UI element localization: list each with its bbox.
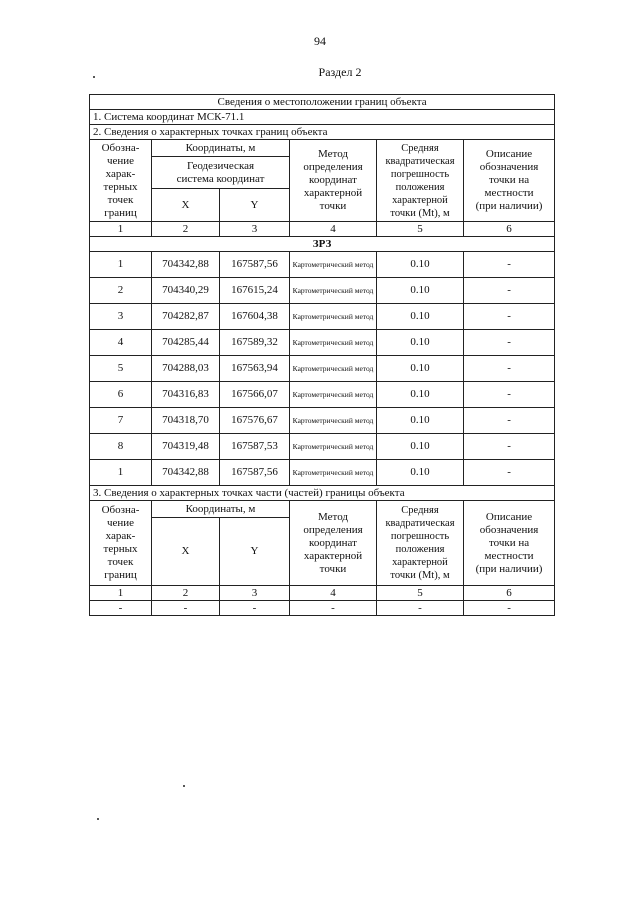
point-number: 7 — [90, 408, 152, 434]
coord-y: 167587,56 — [220, 252, 290, 278]
point-number: 3 — [90, 304, 152, 330]
method-cell — [290, 330, 377, 356]
description-value: - — [464, 356, 555, 382]
method-text: Картометрический метод — [292, 364, 374, 373]
table-row — [90, 278, 555, 304]
method-cell — [290, 382, 377, 408]
description-value: - — [464, 304, 555, 330]
method-text: Картометрический метод — [292, 338, 374, 347]
empty-value: - — [464, 601, 555, 616]
empty-value: - — [220, 601, 290, 616]
coord-x: 704319,48 — [152, 434, 220, 460]
table-row — [90, 408, 555, 434]
method-text: Картометрический метод — [292, 442, 374, 451]
coord-y: 167604,38 — [220, 304, 290, 330]
description-value: - — [464, 382, 555, 408]
header-description: Описание обозначения точки на местности (при наличии) — [464, 140, 555, 222]
coord-y: 167576,67 — [220, 408, 290, 434]
header-geodetic-system: Геодезическая система координат — [152, 157, 290, 189]
coord-x: 704342,88 — [152, 460, 220, 486]
error-value: 0.10 — [377, 304, 464, 330]
method-cell — [290, 356, 377, 382]
coord-y: 167563,94 — [220, 356, 290, 382]
method-cell — [290, 434, 377, 460]
coord-x: 704316,83 — [152, 382, 220, 408]
error-value: 0.10 — [377, 252, 464, 278]
method-cell — [290, 408, 377, 434]
column-number: 2 — [152, 222, 220, 237]
point-number: 1 — [90, 252, 152, 278]
method-cell — [290, 278, 377, 304]
header3-x: X — [152, 518, 220, 586]
header-coordinates: Координаты, м — [152, 140, 290, 157]
coord-x: 704288,03 — [152, 356, 220, 382]
description-value: - — [464, 460, 555, 486]
coord-y: 167566,07 — [220, 382, 290, 408]
point-number: 1 — [90, 460, 152, 486]
column-number: 6 — [464, 222, 555, 237]
column-number: 6 — [464, 586, 555, 601]
error-value: 0.10 — [377, 434, 464, 460]
header-x: X — [152, 189, 220, 222]
table-row — [90, 330, 555, 356]
table-row — [90, 356, 555, 382]
header-error: Средняя квадратическая погрешность положения характерной точки (Mt), м — [377, 140, 464, 222]
error-value: 0.10 — [377, 278, 464, 304]
coord-y: 167589,32 — [220, 330, 290, 356]
boundary-table — [89, 94, 555, 616]
column-number: 4 — [290, 586, 377, 601]
description-value: - — [464, 408, 555, 434]
description-value: - — [464, 252, 555, 278]
coord-x: 704342,88 — [152, 252, 220, 278]
point-number: 5 — [90, 356, 152, 382]
error-value: 0.10 — [377, 356, 464, 382]
header3-point-designation: Обозна- чение харак- терных точек границ — [90, 501, 152, 586]
coord-x: 704340,29 — [152, 278, 220, 304]
column-number: 1 — [90, 222, 152, 237]
method-cell — [290, 252, 377, 278]
method-cell — [290, 460, 377, 486]
section-title: Раздел 2 — [318, 65, 362, 79]
coordinate-system: 1. Система координат МСК-71.1 — [90, 110, 555, 125]
error-value: 0.10 — [377, 408, 464, 434]
header-y: Y — [220, 189, 290, 222]
column-number: 5 — [377, 222, 464, 237]
section3-title: 3. Сведения о характерных точках части (частей) границы объекта — [90, 486, 555, 501]
table-row — [90, 382, 555, 408]
table-main-title: Сведения о местоположении границ объекта — [90, 95, 555, 110]
scan-speck — [183, 785, 185, 787]
point-number: 4 — [90, 330, 152, 356]
description-value: - — [464, 330, 555, 356]
column-number: 3 — [220, 222, 290, 237]
coord-y: 167615,24 — [220, 278, 290, 304]
coord-y: 167587,53 — [220, 434, 290, 460]
column-number-row — [90, 222, 555, 237]
method-text: Картометрический метод — [292, 260, 374, 269]
method-text: Картометрический метод — [292, 390, 374, 399]
table-row — [90, 304, 555, 330]
scan-speck — [93, 76, 95, 78]
coord-x: 704282,87 — [152, 304, 220, 330]
error-value: 0.10 — [377, 460, 464, 486]
column-number: 3 — [220, 586, 290, 601]
coord-x: 704285,44 — [152, 330, 220, 356]
empty-value: - — [90, 601, 152, 616]
point-number: 8 — [90, 434, 152, 460]
point-number: 6 — [90, 382, 152, 408]
column-number: 5 — [377, 586, 464, 601]
description-value: - — [464, 434, 555, 460]
header3-error: Средняя квадратическая погрешность положения характерной точки (Mt), м — [377, 501, 464, 586]
description-value: - — [464, 278, 555, 304]
header3-method: Метод определения координат характерной точки — [290, 501, 377, 586]
error-value: 0.10 — [377, 382, 464, 408]
error-value: 0.10 — [377, 330, 464, 356]
table-row — [90, 601, 555, 616]
empty-value: - — [290, 601, 377, 616]
coord-x: 704318,70 — [152, 408, 220, 434]
method-text: Картометрический метод — [292, 416, 374, 425]
page-number: 94 — [314, 34, 326, 48]
point-number: 2 — [90, 278, 152, 304]
method-text: Картометрический метод — [292, 468, 374, 477]
header3-y: Y — [220, 518, 290, 586]
empty-value: - — [377, 601, 464, 616]
zone-label: ЗРЗ — [90, 237, 555, 252]
table-row — [90, 460, 555, 486]
header3-description: Описание обозначения точки на местности (при наличии) — [464, 501, 555, 586]
header-method: Метод определения координат характерной точки — [290, 140, 377, 222]
column-number: 4 — [290, 222, 377, 237]
empty-value: - — [152, 601, 220, 616]
header-point-designation: Обозна- чение харак- терных точек границ — [90, 140, 152, 222]
column-number: 2 — [152, 586, 220, 601]
column-number: 1 — [90, 586, 152, 601]
header3-coordinates: Координаты, м — [152, 501, 290, 518]
section2-title: 2. Сведения о характерных точках границ объекта — [90, 125, 555, 140]
method-text: Картометрический метод — [292, 312, 374, 321]
column-number-row — [90, 586, 555, 601]
coord-y: 167587,56 — [220, 460, 290, 486]
method-text: Картометрический метод — [292, 286, 374, 295]
scan-speck — [97, 818, 99, 820]
method-cell — [290, 304, 377, 330]
table-row — [90, 434, 555, 460]
table-row — [90, 252, 555, 278]
